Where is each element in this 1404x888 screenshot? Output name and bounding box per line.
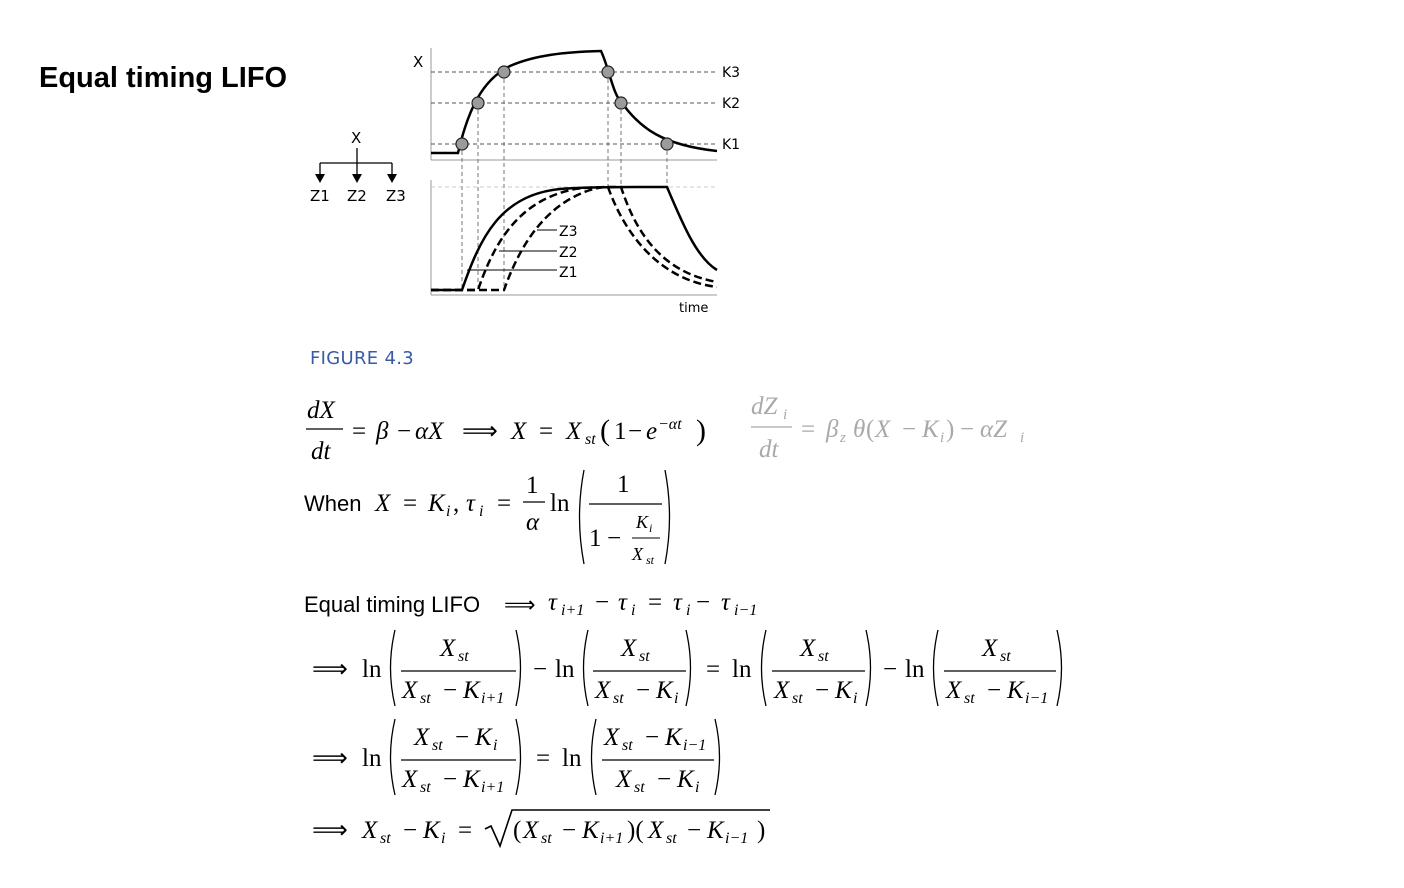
- svg-text:=: =: [497, 490, 512, 517]
- svg-text:st: st: [458, 648, 469, 665]
- svg-text:=: =: [706, 656, 721, 683]
- x-axis-label: X: [413, 53, 424, 71]
- svg-text:−: −: [562, 817, 577, 844]
- svg-text:K: K: [665, 724, 682, 751]
- svg-text:(: (: [866, 416, 875, 443]
- svg-text:X: X: [440, 635, 456, 662]
- svg-text:⟹: ⟹: [312, 745, 348, 772]
- svg-text:dt: dt: [759, 436, 779, 463]
- svg-text:1: 1: [614, 418, 627, 445]
- time-axis-label: time: [679, 301, 709, 316]
- svg-text:K: K: [922, 416, 939, 443]
- svg-text:−: −: [595, 589, 610, 616]
- svg-text:−: −: [960, 416, 975, 443]
- svg-text:ln: ln: [362, 656, 382, 683]
- equation-log-differences: [312, 630, 1062, 707]
- svg-text:i: i: [649, 521, 653, 535]
- svg-text:X: X: [375, 490, 391, 517]
- svg-text:−: −: [607, 525, 622, 552]
- svg-text:τ: τ: [466, 490, 475, 517]
- svg-text:i: i: [631, 602, 636, 619]
- svg-text:st: st: [585, 431, 596, 448]
- svg-text:i: i: [853, 690, 858, 707]
- svg-text:=: =: [648, 589, 663, 616]
- svg-text:dX: dX: [307, 397, 335, 424]
- svg-text:−: −: [636, 677, 651, 704]
- equation-equal-timing: [304, 589, 757, 619]
- equation-x-dynamics: [306, 397, 706, 465]
- svg-text:X: X: [774, 677, 790, 704]
- svg-text:1: 1: [617, 471, 630, 498]
- svg-text:K: K: [677, 766, 694, 793]
- tree-child-z3: Z3: [386, 187, 406, 205]
- figure-label: FIGURE 4.3: [310, 348, 415, 369]
- svg-text:=: =: [536, 745, 551, 772]
- svg-text:−: −: [657, 766, 672, 793]
- svg-text:i: i: [446, 503, 451, 520]
- svg-text:i: i: [1020, 430, 1025, 446]
- svg-text:ln: ln: [562, 745, 582, 772]
- svg-text:,: ,: [453, 490, 460, 517]
- svg-text:−: −: [902, 416, 917, 443]
- svg-text:X: X: [632, 544, 643, 564]
- svg-text:K: K: [707, 817, 724, 844]
- svg-text:τ: τ: [548, 589, 557, 616]
- svg-text:X: X: [875, 416, 891, 443]
- svg-text:K: K: [475, 724, 492, 751]
- tree-root-label: X: [351, 129, 362, 147]
- svg-text:−: −: [397, 418, 412, 445]
- svg-text:st: st: [622, 737, 633, 754]
- svg-text:X: X: [800, 635, 816, 662]
- equation-log-ratio: [312, 719, 720, 796]
- svg-text:st: st: [639, 648, 650, 665]
- svg-text:st: st: [541, 830, 552, 847]
- svg-text:i: i: [686, 602, 691, 619]
- k3-label: K3: [722, 65, 741, 81]
- svg-text:X: X: [523, 817, 539, 844]
- svg-text:dZ: dZ: [751, 393, 778, 420]
- svg-text:K: K: [463, 677, 480, 704]
- svg-text:i−1: i−1: [734, 602, 758, 619]
- svg-text:ln: ln: [362, 745, 382, 772]
- svg-text:i: i: [441, 830, 446, 847]
- svg-text:αX: αX: [415, 418, 444, 445]
- k2-label: K2: [722, 96, 741, 112]
- svg-text:ln: ln: [555, 656, 575, 683]
- svg-text:X: X: [402, 766, 418, 793]
- svg-text:(: (: [600, 414, 610, 447]
- svg-text:1: 1: [589, 525, 602, 552]
- svg-text:X: X: [414, 724, 430, 751]
- svg-text:K: K: [423, 817, 440, 844]
- svg-text:st: st: [634, 779, 645, 796]
- svg-text:): ): [696, 414, 706, 447]
- svg-text:τ: τ: [618, 589, 627, 616]
- z1-curve-label: Z1: [559, 265, 578, 281]
- equation-geometric-mean: [312, 810, 770, 847]
- svg-text:i+1: i+1: [561, 602, 585, 619]
- svg-text:−: −: [628, 418, 643, 445]
- svg-text:i−1: i−1: [1025, 690, 1049, 707]
- svg-text:K: K: [656, 677, 673, 704]
- svg-text:ln: ln: [732, 656, 752, 683]
- svg-text:=: =: [539, 418, 554, 445]
- svg-text:−: −: [687, 817, 702, 844]
- svg-text:i: i: [479, 503, 484, 520]
- svg-text:st: st: [613, 690, 624, 707]
- svg-text:−αt: −αt: [658, 416, 682, 433]
- tree-child-z1: Z1: [310, 187, 330, 205]
- svg-text:=: =: [801, 416, 816, 443]
- svg-text:X: X: [982, 635, 998, 662]
- svg-text:st: st: [792, 690, 803, 707]
- svg-text:st: st: [432, 737, 443, 754]
- svg-text:β: β: [376, 418, 389, 445]
- svg-text:−: −: [533, 656, 548, 683]
- z2-curve-label: Z2: [559, 245, 578, 261]
- when-text: When: [304, 491, 362, 516]
- svg-text:−: −: [455, 724, 470, 751]
- svg-text:st: st: [380, 830, 391, 847]
- svg-text:−: −: [696, 589, 711, 616]
- svg-text:K: K: [463, 766, 480, 793]
- svg-text:e: e: [646, 418, 658, 445]
- svg-text:): ): [946, 416, 955, 443]
- svg-text:st: st: [420, 779, 431, 796]
- svg-text:K: K: [428, 490, 445, 517]
- svg-text:β: β: [826, 416, 839, 443]
- svg-text:i: i: [493, 737, 498, 754]
- svg-text:i−1: i−1: [683, 737, 707, 754]
- svg-text:X: X: [595, 677, 611, 704]
- svg-text:−: −: [403, 817, 418, 844]
- svg-text:⟹: ⟹: [312, 656, 348, 683]
- slide-title: Equal timing LIFO: [39, 62, 288, 94]
- svg-text:)(: )(: [627, 817, 644, 844]
- svg-text:−: −: [815, 677, 830, 704]
- svg-text:X: X: [566, 418, 582, 445]
- svg-text:st: st: [1000, 648, 1011, 665]
- svg-text:dt: dt: [311, 438, 331, 465]
- svg-text:X: X: [621, 635, 637, 662]
- svg-text:(: (: [513, 817, 522, 844]
- svg-text:1: 1: [526, 472, 539, 499]
- svg-text:st: st: [964, 690, 975, 707]
- svg-text:i: i: [940, 430, 945, 446]
- svg-text:i+1: i+1: [481, 690, 505, 707]
- svg-text:X: X: [362, 817, 378, 844]
- svg-text:K: K: [835, 677, 852, 704]
- svg-text:⟹: ⟹: [312, 817, 348, 844]
- svg-text:X: X: [616, 766, 632, 793]
- svg-text:X: X: [604, 724, 620, 751]
- svg-text:θ: θ: [853, 416, 866, 443]
- svg-text:K: K: [582, 817, 599, 844]
- svg-text:α: α: [526, 509, 540, 536]
- svg-text:st: st: [420, 690, 431, 707]
- svg-text:−: −: [987, 677, 1002, 704]
- equal-timing-text: Equal timing LIFO: [304, 592, 481, 617]
- svg-text:ln: ln: [905, 656, 925, 683]
- svg-text:=: =: [403, 490, 418, 517]
- z3-curve-label: Z3: [559, 224, 578, 240]
- svg-text:i: i: [674, 690, 679, 707]
- equation-z-dynamics: [751, 393, 1024, 463]
- svg-text:i+1: i+1: [600, 830, 624, 847]
- svg-text:⟹: ⟹: [504, 592, 536, 617]
- svg-text:): ): [757, 817, 766, 844]
- svg-text:=: =: [458, 817, 473, 844]
- svg-text:i: i: [783, 407, 788, 423]
- svg-text:z: z: [840, 430, 846, 446]
- svg-text:−: −: [443, 677, 458, 704]
- svg-text:st: st: [818, 648, 829, 665]
- svg-text:X: X: [402, 677, 418, 704]
- svg-text:i: i: [695, 779, 700, 796]
- svg-text:X: X: [511, 418, 527, 445]
- svg-text:st: st: [646, 553, 655, 567]
- equation-tau: [304, 470, 670, 567]
- svg-text:⟹: ⟹: [462, 418, 498, 445]
- svg-text:τ: τ: [721, 589, 730, 616]
- svg-text:=: =: [352, 418, 367, 445]
- k1-label: K1: [722, 137, 741, 153]
- svg-text:K: K: [636, 512, 649, 532]
- svg-text:X: X: [648, 817, 664, 844]
- tree-child-z2: Z2: [347, 187, 367, 205]
- svg-text:−: −: [883, 656, 898, 683]
- svg-text:ln: ln: [550, 490, 570, 517]
- svg-text:st: st: [666, 830, 677, 847]
- svg-text:i+1: i+1: [481, 779, 505, 796]
- svg-text:i−1: i−1: [725, 830, 749, 847]
- svg-text:−: −: [645, 724, 660, 751]
- svg-text:X: X: [946, 677, 962, 704]
- svg-text:−: −: [443, 766, 458, 793]
- svg-text:K: K: [1007, 677, 1024, 704]
- svg-text:τ: τ: [673, 589, 682, 616]
- svg-text:αZ: αZ: [980, 416, 1008, 443]
